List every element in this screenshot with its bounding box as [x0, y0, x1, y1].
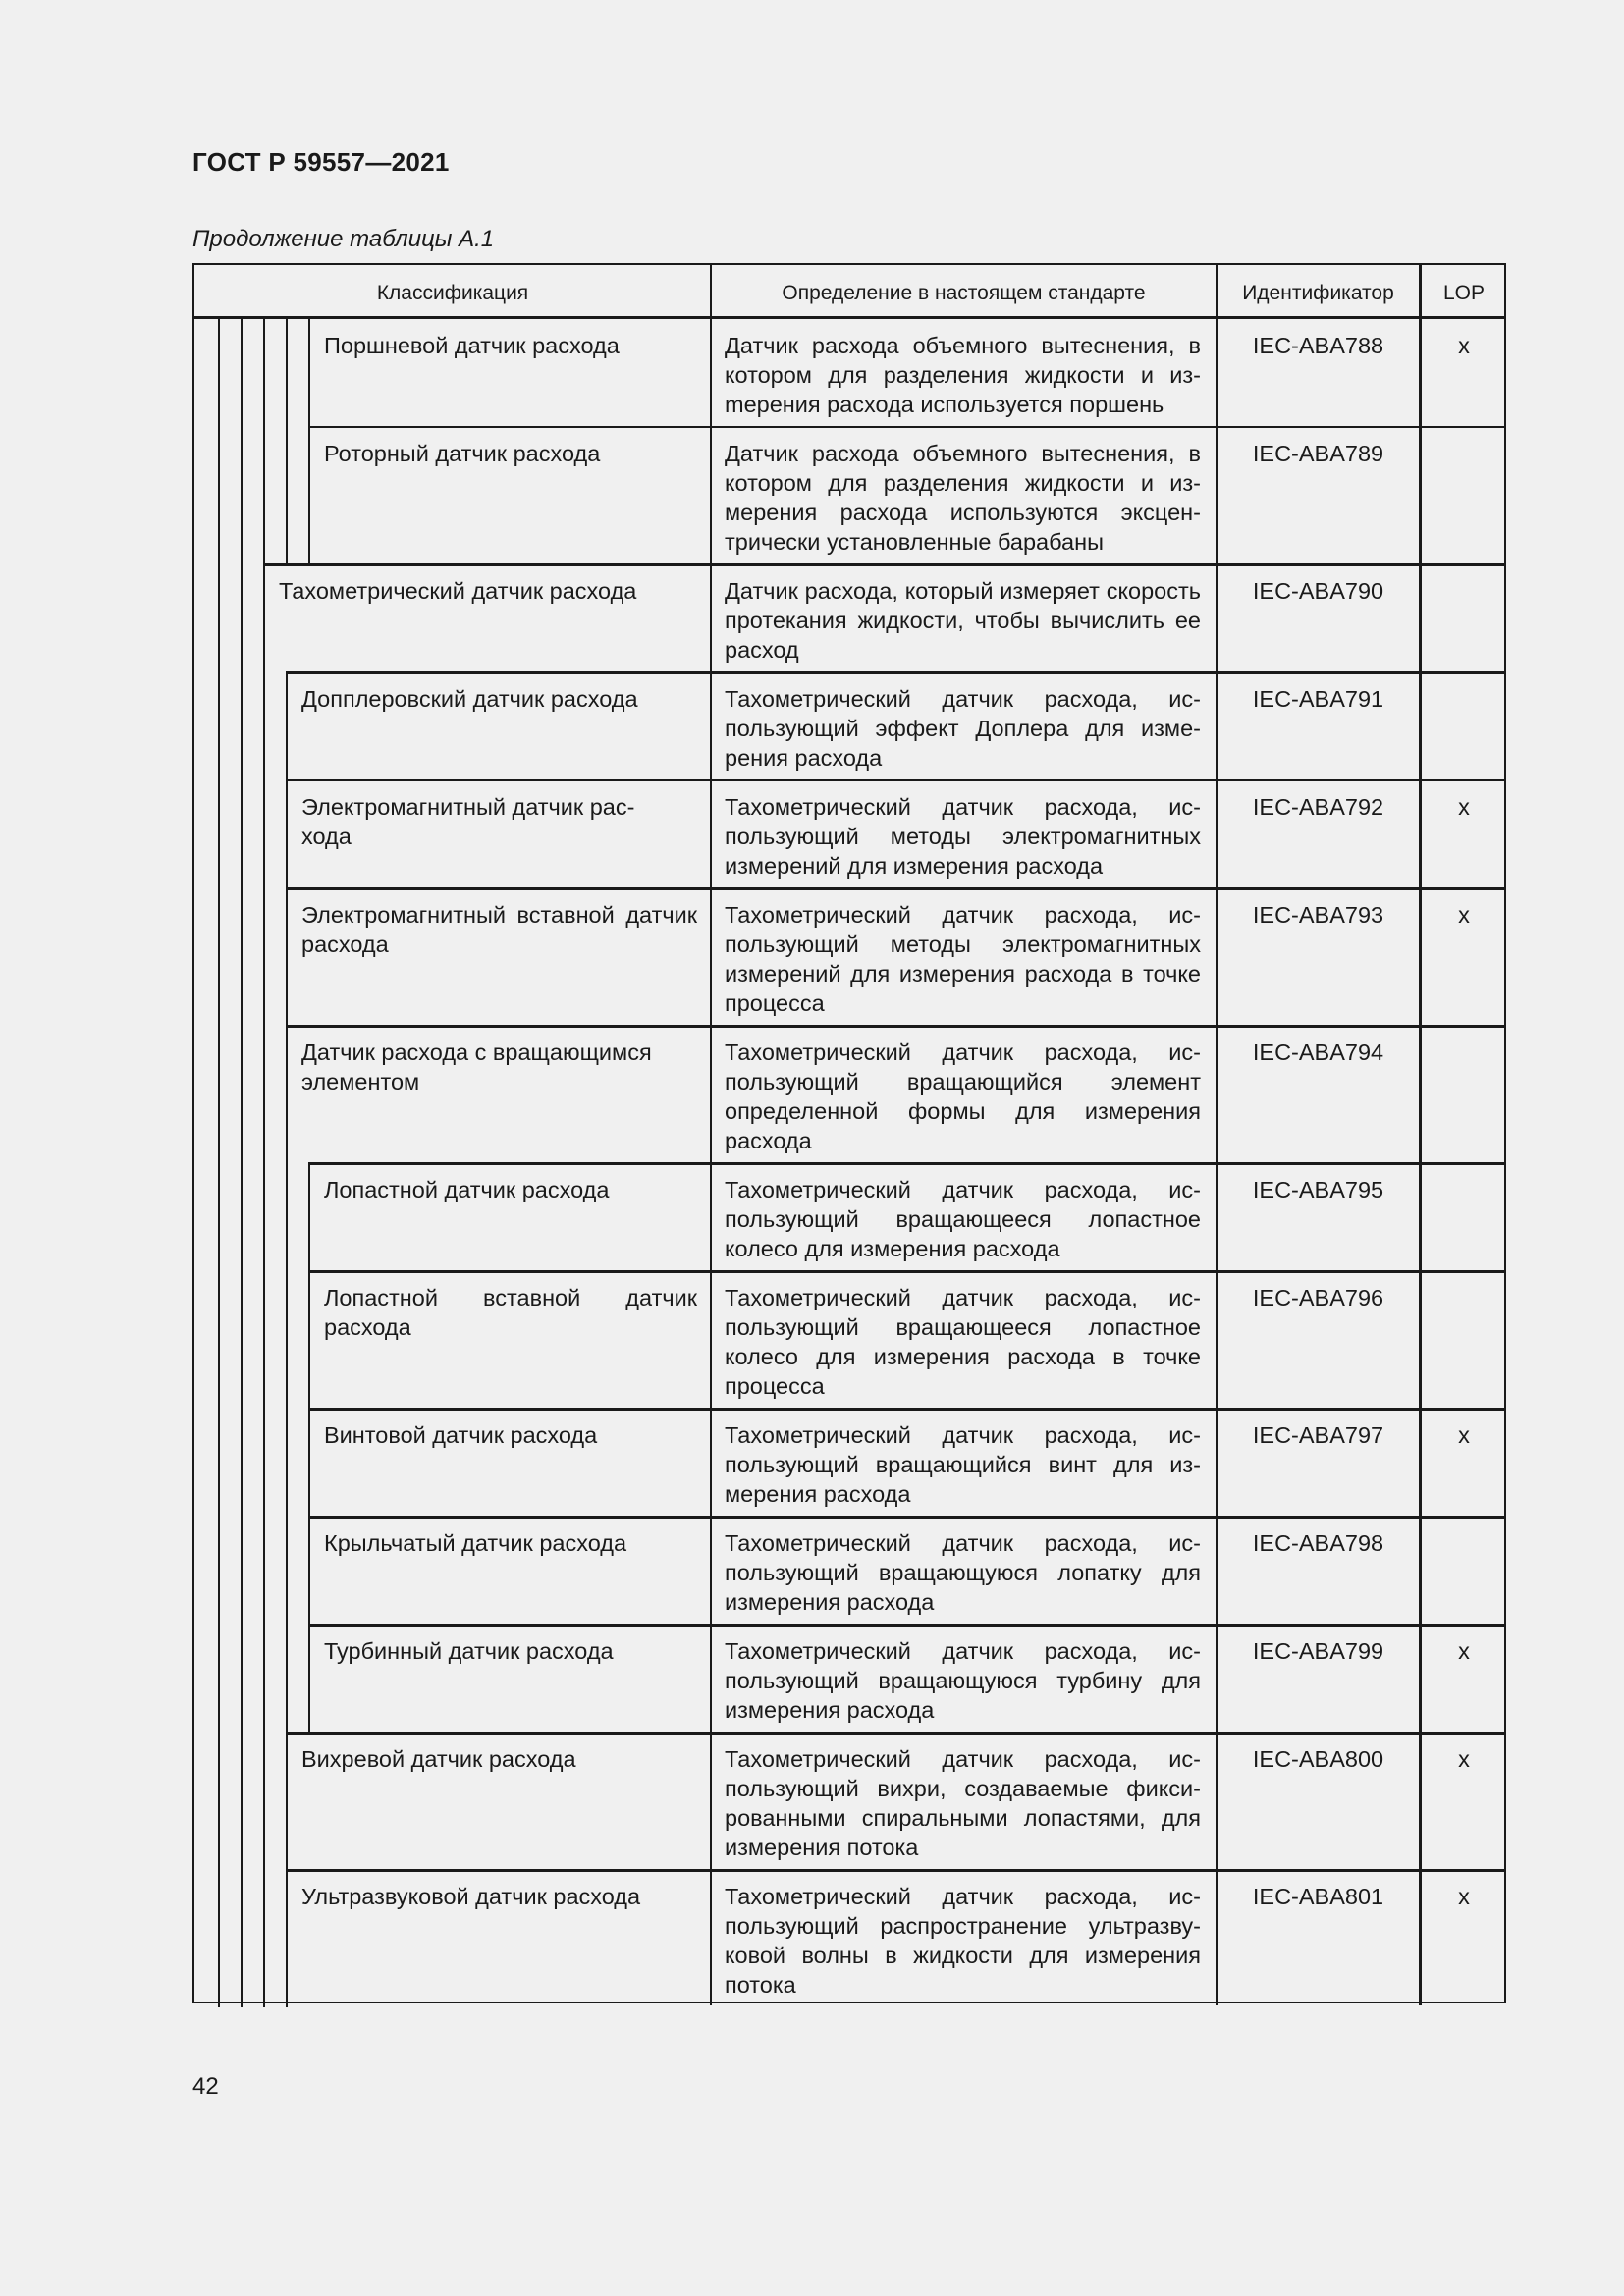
row-divider [286, 779, 1504, 781]
level-guide-line [218, 319, 220, 427]
level-guide-line [241, 1870, 243, 2007]
row-divider [286, 1025, 1504, 1028]
definition-cell: Тахометрический датчик расхода, использующий эффект Доплера для измерения расхода [725, 686, 1201, 771]
identifier-cell: IEC-ABA793 [1252, 902, 1384, 928]
level-guide-line [263, 319, 265, 427]
lop-cell: x [1458, 1422, 1470, 1448]
level-guide-line [308, 1409, 310, 1517]
standard-header: ГОСТ Р 59557—2021 [192, 147, 450, 177]
classification-cell: Вихревой датчик расхода [301, 1746, 576, 1772]
level-guide-line [286, 1271, 288, 1409]
classification-cell: Датчик расхода с вращающимся элементом [301, 1040, 652, 1095]
header-lop: LOP [1442, 282, 1486, 304]
definition-cell: Тахометрический датчик расхода, использующий вращающееся лопастное колесо для измерения расхода [725, 1177, 1201, 1261]
level-guide-line [241, 1625, 243, 1733]
level-guide-line [263, 1870, 265, 2007]
level-guide-line [286, 1517, 288, 1625]
definition-cell: Тахометрический датчик расхода, использующий вихри, создаваемые фиксированными спиральными лопастями, для измерения потока [725, 1746, 1201, 1860]
definition-cell: Датчик расхода объемного вытеснения, в котором для разделения жидкости и измерения расхода используются эксцентрически установленные барабаны [725, 441, 1201, 555]
row-divider [308, 1270, 1504, 1273]
lop-cell: x [1458, 1746, 1470, 1772]
level-guide-line [286, 1733, 288, 1870]
identifier-cell: IEC-ABA801 [1252, 1884, 1384, 1909]
level-guide-line [241, 672, 243, 780]
level-guide-line [241, 1163, 243, 1271]
level-guide-line [241, 780, 243, 888]
lop-cell: x [1458, 1884, 1470, 1909]
row-divider [286, 671, 1504, 674]
level-guide-line [263, 780, 265, 888]
lop-cell: x [1458, 1638, 1470, 1664]
identifier-cell: IEC-ABA799 [1252, 1638, 1384, 1664]
level-guide-line [263, 1409, 265, 1517]
level-guide-line [263, 672, 265, 780]
row-divider [308, 1516, 1504, 1519]
identifier-cell: IEC-ABA794 [1252, 1040, 1384, 1065]
definition-cell: Датчик расхода объемного вытеснения, в котором для разделения жидкости и изmерения расхода используется поршень [725, 333, 1201, 417]
level-guide-line [263, 1517, 265, 1625]
definition-cell: Тахометрический датчик расхода, использующий вращающийся винт для измерения расхода [725, 1422, 1201, 1507]
row-divider [286, 1732, 1504, 1735]
definition-cell: Тахометрический датчик расхода, использующий вращающуюся лопатку для измерения расхода [725, 1530, 1201, 1615]
definition-cell: Датчик расхода, который измеряет скорость протекания жидкости, чтобы вычислить ее расход [725, 578, 1201, 663]
column-divider [710, 265, 712, 2005]
classification-cell: Электромагнитный вставной датчик расхода [301, 902, 697, 957]
level-guide-line [241, 427, 243, 564]
level-guide-line [218, 564, 220, 672]
header-definition: Определение в настоящем стандарте [782, 282, 1146, 304]
classification-cell: Лопастной вставной датчик расхода [324, 1285, 697, 1340]
level-guide-line [241, 564, 243, 672]
classification-table [192, 263, 1506, 2003]
classification-cell: Роторный датчик расхода [324, 441, 601, 466]
level-guide-line [263, 1625, 265, 1733]
identifier-cell: IEC-ABA797 [1252, 1422, 1384, 1448]
lop-cell: x [1458, 333, 1470, 358]
level-guide-line [218, 1409, 220, 1517]
level-guide-line [263, 564, 265, 672]
identifier-cell: IEC-ABA795 [1252, 1177, 1384, 1202]
level-guide-line [218, 1026, 220, 1163]
header-divider [194, 316, 1504, 319]
level-guide-line [263, 1271, 265, 1409]
level-guide-line [241, 888, 243, 1026]
level-guide-line [263, 1026, 265, 1163]
classification-cell: Лопастной датчик расхода [324, 1177, 610, 1202]
level-guide-line [263, 1733, 265, 1870]
level-guide-line [263, 427, 265, 564]
level-guide-line [263, 888, 265, 1026]
row-divider [308, 1162, 1504, 1165]
identifier-cell: IEC-ABA800 [1252, 1746, 1384, 1772]
classification-cell: Винтовой датчик расхода [324, 1422, 598, 1448]
row-divider [286, 1869, 1504, 1872]
level-guide-line [218, 672, 220, 780]
lop-cell: x [1458, 902, 1470, 928]
level-guide-line [286, 1870, 288, 2007]
level-guide-line [263, 1163, 265, 1271]
definition-cell: Тахометрический датчик расхода, использующий методы электромагнитных измерений для измерения расхода [725, 794, 1201, 879]
definition-cell: Тахометрический датчик расхода, использующий методы электромагнитных измерений для измерения расхода в точке процесса [725, 902, 1201, 1016]
row-divider [308, 1408, 1504, 1411]
level-guide-line [286, 1625, 288, 1733]
level-guide-line [241, 1026, 243, 1163]
level-guide-line [218, 1271, 220, 1409]
identifier-cell: IEC-ABA791 [1252, 686, 1384, 712]
classification-cell: Тахометрический датчик расхода [279, 578, 637, 604]
level-guide-line [308, 319, 310, 427]
classification-cell: Электромагнитный датчик рас- хода [301, 794, 635, 849]
definition-cell: Тахометрический датчик расхода, использующий вращающийся элемент определенной формы для измерения расхода [725, 1040, 1201, 1153]
identifier-cell: IEC-ABA788 [1252, 333, 1384, 358]
classification-cell: Крыльчатый датчик расхода [324, 1530, 627, 1556]
level-guide-line [241, 1733, 243, 1870]
level-guide-line [218, 427, 220, 564]
level-guide-line [286, 780, 288, 888]
level-guide-line [218, 888, 220, 1026]
level-guide-line [308, 1517, 310, 1625]
level-guide-line [218, 780, 220, 888]
level-guide-line [308, 1163, 310, 1271]
level-guide-line [286, 1026, 288, 1163]
header-identifier: Идентификатор [1242, 282, 1394, 304]
lop-cell: x [1458, 794, 1470, 820]
level-guide-line [218, 1163, 220, 1271]
page-number: 42 [192, 2073, 219, 2100]
level-guide-line [241, 1517, 243, 1625]
identifier-cell: IEC-ABA790 [1252, 578, 1384, 604]
level-guide-line [286, 319, 288, 427]
level-guide-line [308, 1271, 310, 1409]
level-guide-line [308, 427, 310, 564]
level-guide-line [286, 427, 288, 564]
classification-cell: Турбинный датчик расхода [324, 1638, 614, 1664]
row-divider [308, 1624, 1504, 1627]
level-guide-line [308, 1625, 310, 1733]
definition-cell: Тахометрический датчик расхода, использующий распространение ультразвуковой волны в жидкости для измерения потока [725, 1884, 1201, 1998]
identifier-cell: IEC-ABA796 [1252, 1285, 1384, 1310]
classification-cell: Допплеровский датчик расхода [301, 686, 638, 712]
identifier-cell: IEC-ABA792 [1252, 794, 1384, 820]
row-divider [286, 887, 1504, 890]
definition-cell: Тахометрический датчик расхода, использующий вращающуюся турбину для измерения расхода [725, 1638, 1201, 1723]
table-caption: Продолжение таблицы А.1 [192, 226, 495, 252]
level-guide-line [241, 1409, 243, 1517]
level-guide-line [218, 1733, 220, 1870]
header-classification: Классификация [376, 282, 529, 304]
level-guide-line [286, 672, 288, 780]
identifier-cell: IEC-ABA789 [1252, 441, 1384, 466]
level-guide-line [286, 888, 288, 1026]
identifier-cell: IEC-ABA798 [1252, 1530, 1384, 1556]
level-guide-line [286, 1409, 288, 1517]
level-guide-line [241, 319, 243, 427]
level-guide-line [241, 1271, 243, 1409]
classification-cell: Поршневой датчик расхода [324, 333, 620, 358]
level-guide-line [286, 1163, 288, 1271]
classification-cell: Ультразвуковой датчик расхода [301, 1884, 641, 1909]
row-divider [308, 426, 1504, 428]
level-guide-line [218, 1870, 220, 2007]
row-divider [263, 563, 1504, 566]
level-guide-line [218, 1517, 220, 1625]
level-guide-line [218, 1625, 220, 1733]
definition-cell: Тахометрический датчик расхода, использующий вращающееся лопастное колесо для измерения расхода в точке процесса [725, 1285, 1201, 1399]
